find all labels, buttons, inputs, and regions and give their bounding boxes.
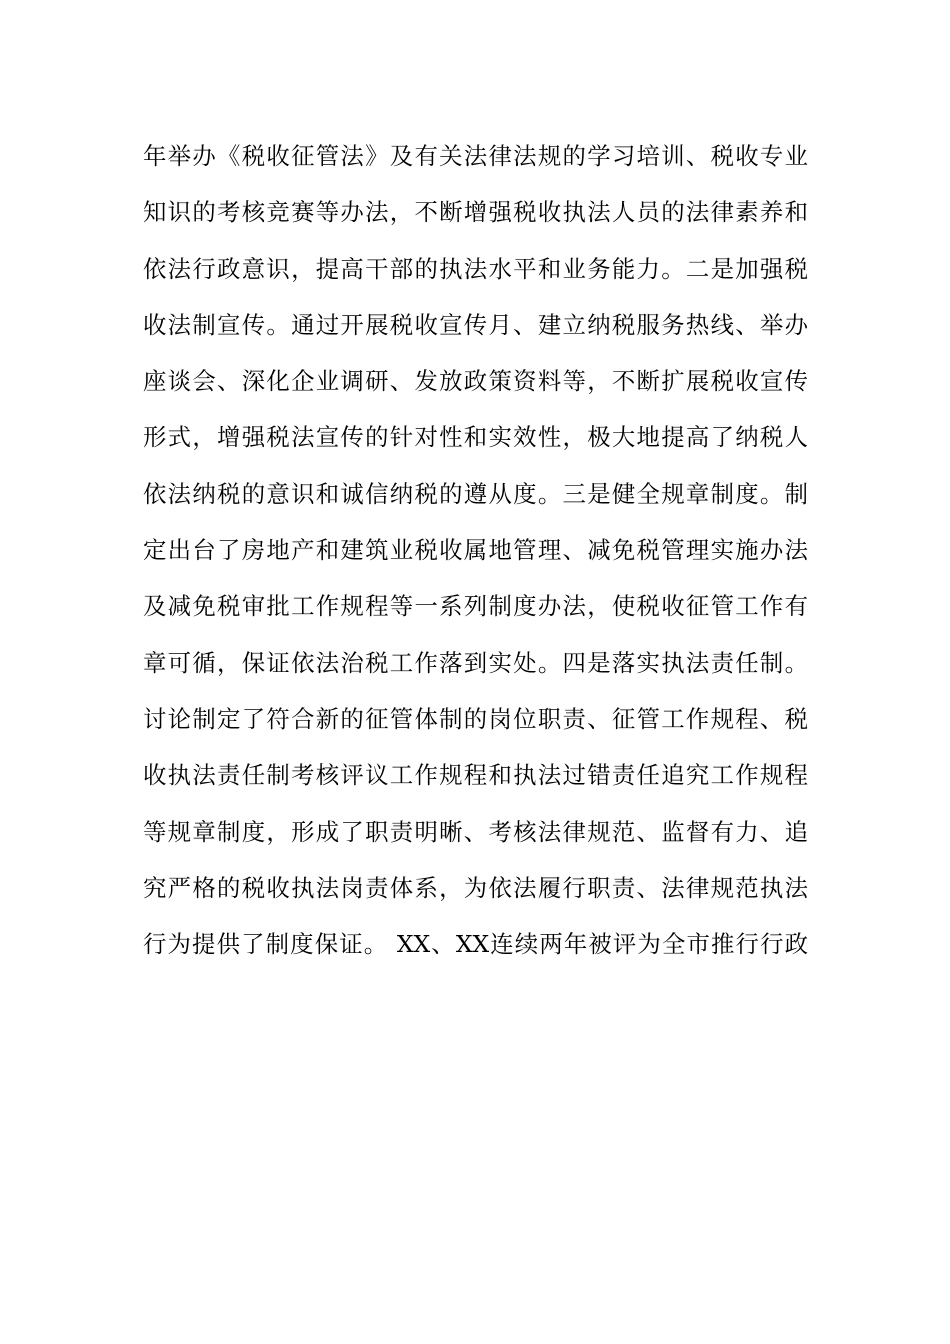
text-line: 章可循，保证依法治税工作落到实处。四是落实执法责任制。 [143,648,808,677]
text-line: 及减免税审批工作规程等一系列制度办法，使税收征管工作有 [143,592,808,621]
text-line: 等规章制度，形成了职责明晰、考核法律规范、监督有力、追 [143,817,808,846]
text-line: 究严格的税收执法岗责体系，为依法履行职责、法律规范执法 [143,873,808,902]
text-line: 行为提供了制度保证。 XX、XX连续两年被评为全市推行行政 [143,930,808,959]
text-line: 定出台了房地产和建筑业税收属地管理、减免税管理实施办法 [143,536,808,565]
text-line: 依法纳税的意识和诚信纳税的遵从度。三是健全规章制度。制 [143,479,808,508]
text-line: 知识的考核竞赛等办法，不断增强税收执法人员的法律素养和 [143,198,808,227]
body-text [143,128,808,972]
text-line: 形式，增强税法宣传的针对性和实效性，极大地提高了纳税人 [143,423,808,452]
text-line: 年举办《税收征管法》及有关法律法规的学习培训、税收专业 [143,142,808,170]
text-line: 收执法责任制考核评议工作规程和执法过错责任追究工作规程 [143,761,808,790]
text-line: 依法行政意识，提高干部的执法水平和业务能力。二是加强税 [143,254,808,283]
text-line: 讨论制定了符合新的征管体制的岗位职责、征管工作规程、税 [143,704,808,733]
text-line: 收法制宣传。通过开展税收宣传月、建立纳税服务热线、举办 [143,310,808,339]
text-line: 座谈会、深化企业调研、发放政策资料等，不断扩展税收宣传 [143,367,808,396]
